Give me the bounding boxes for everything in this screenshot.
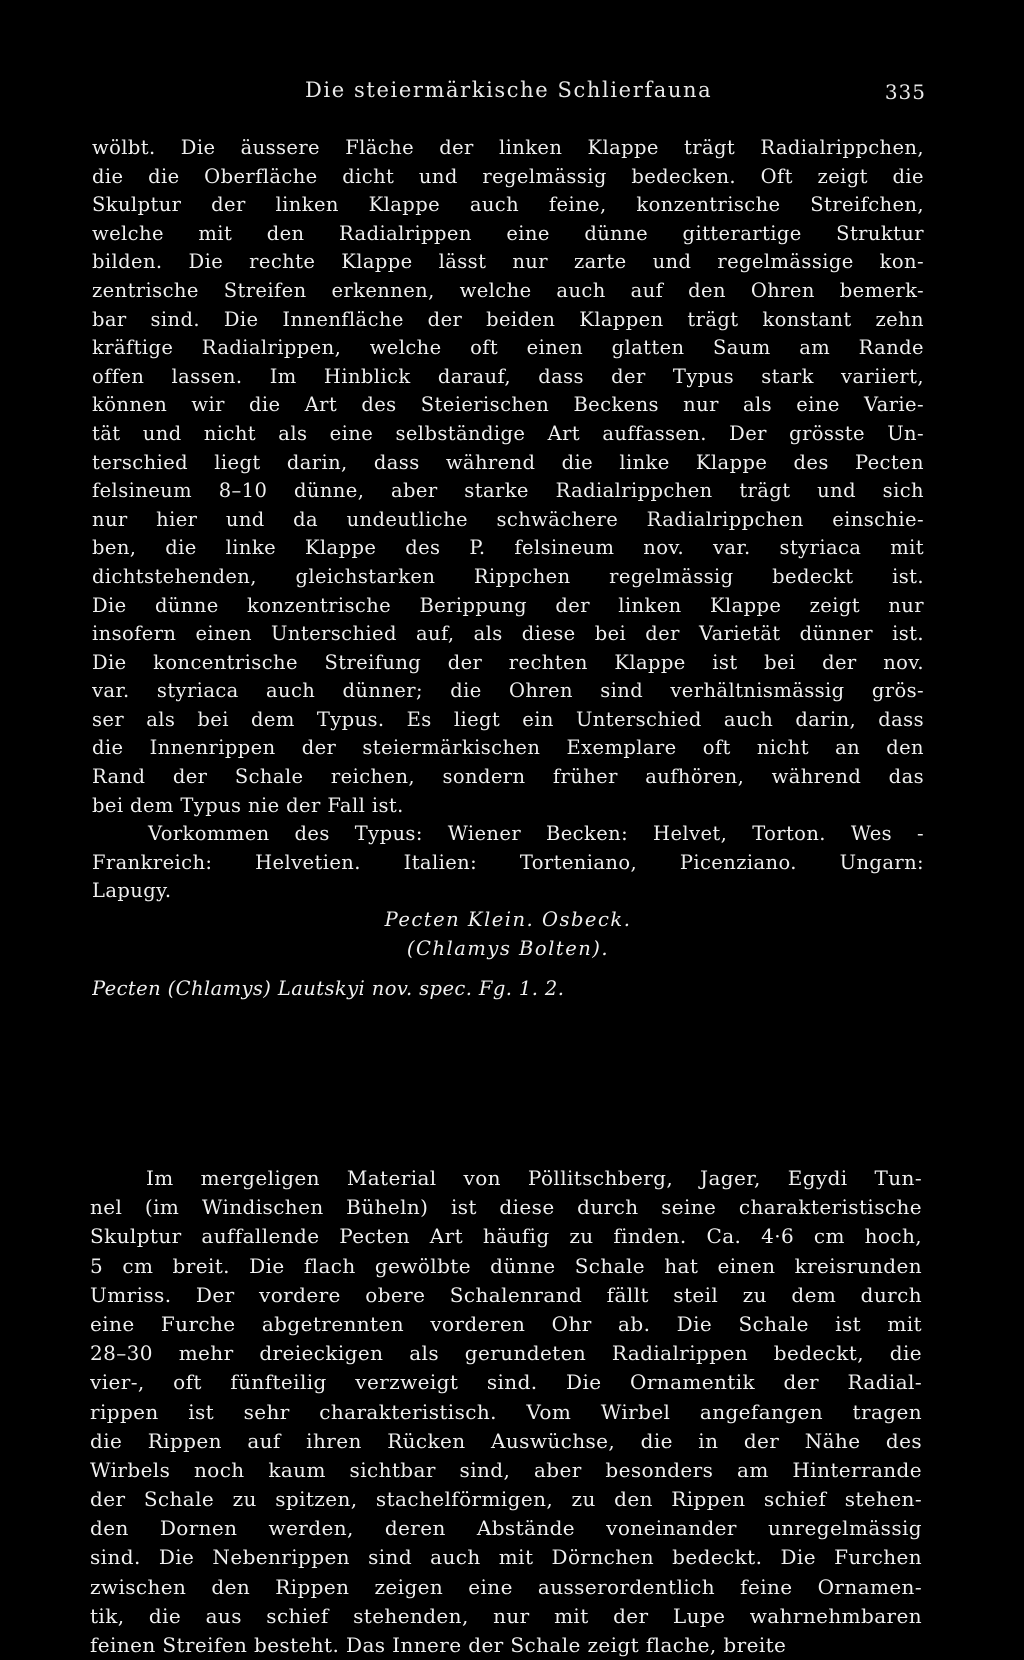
- text-line: offen lassen. Im Hinblick darauf, dass der Typus stark variiert,: [92, 364, 924, 388]
- text-line: Die dünne konzentrische Berippung der linken Klappe zeigt nur: [92, 593, 924, 617]
- text-line: ben, die linke Klappe des P. felsineum nov. var. styriaca mit: [92, 536, 924, 560]
- text-line: dichtstehenden, gleichstarken Rippchen regelmässig bedeckt ist.: [92, 564, 924, 588]
- text-line: können wir die Art des Steierischen Beckens nur als eine Varie-: [92, 393, 924, 417]
- running-title: Die steiermärkische Schlierfauna: [305, 78, 713, 102]
- text-line: bilden. Die rechte Klappe lässt nur zarte und regelmässige kon-: [92, 250, 924, 274]
- text-line: Die koncentrische Streifung der rechten Klappe ist bei der nov.: [92, 650, 924, 674]
- text-line: die Innenrippen der steiermärkischen Exemplare oft nicht an den: [92, 736, 924, 760]
- text-line: rippen ist sehr charakteristisch. Vom Wirbel angefangen tragen: [90, 1399, 922, 1424]
- page-number: 335: [884, 80, 926, 104]
- text-line: var. styriaca auch dünner; die Ohren sind verhältnismässig grös-: [92, 679, 924, 703]
- text-line: den Dornen werden, deren Abstände voneinander unregelmässig: [90, 1516, 922, 1541]
- body-text-lower: [90, 1164, 922, 1660]
- text-line: bar sind. Die Innenfläche der beiden Klappen trägt konstant zehn: [92, 307, 924, 331]
- text-line: feinen Streifen besteht. Das Innere der Schale zeigt flache, breite: [90, 1633, 787, 1657]
- text-line: eine Furche abgetrennten vorderen Ohr ab. Die Schale ist mit: [90, 1311, 922, 1336]
- subgenus-heading: (Chlamys Bolten).: [406, 936, 610, 960]
- text-line: kräftige Radialrippen, welche oft einen glatten Saum am Rande: [92, 336, 924, 360]
- text-line: tik, die aus schief stehenden, nur mit der Lupe wahrnehmbaren: [90, 1603, 922, 1628]
- text-line: ser als bei dem Typus. Es liegt ein Unterschied auch darin, dass: [92, 707, 924, 731]
- text-line: Im mergeligen Material von Pöllitschberg, Jager, Egydi Tun-: [146, 1166, 922, 1190]
- species-heading: Pecten (Chlamys) Lautskyi nov. spec. Fg. 1. 2.: [92, 977, 565, 1001]
- text-line: die die Oberfläche dicht und regelmässig bedecken. Oft zeigt die: [92, 164, 924, 188]
- text-line: zentrische Streifen erkennen, welche auch auf den Ohren bemerk-: [92, 278, 924, 302]
- text-line: Umriss. Der vordere obere Schalenrand fällt steil zu dem durch: [90, 1282, 922, 1307]
- text-line: Frankreich: Helvetien. Italien: Torteniano, Picenziano. Ungarn:: [92, 850, 924, 874]
- text-line: sind. Die Nebenrippen sind auch mit Dörnchen bedeckt. Die Furchen: [90, 1545, 922, 1570]
- text-line: wölbt. Die äussere Fläche der linken Klappe trägt Radialrippchen,: [92, 136, 924, 159]
- text-line: der Schale zu spitzen, stachelförmigen, zu den Rippen schief stehen-: [90, 1487, 922, 1512]
- text-line: Lapugy.: [92, 879, 172, 903]
- text-line: 5 cm breit. Die flach gewölbte dünne Schale hat einen kreisrunden: [90, 1253, 922, 1278]
- genus-heading: Pecten Klein. Osbeck.: [384, 908, 632, 932]
- text-line: nel (im Windischen Büheln) ist diese durch seine charakteristische: [90, 1195, 922, 1220]
- text-line: felsineum 8–10 dünne, aber starke Radialrippchen trägt und sich: [92, 479, 924, 503]
- text-line: bei dem Typus nie der Fall ist.: [92, 793, 404, 817]
- text-line: Rand der Schale reichen, sondern früher aufhören, während das: [92, 765, 924, 789]
- text-line: tät und nicht als eine selbständige Art auffassen. Der grösste Un-: [92, 421, 924, 445]
- text-line: 28–30 mehr dreieckigen als gerundeten Radialrippen bedeckt, die: [90, 1341, 922, 1366]
- text-line: zwischen den Rippen zeigen eine ausserordentlich feine Ornamen-: [90, 1574, 922, 1599]
- text-line: Skulptur auffallende Pecten Art häufig zu finden. Ca. 4·6 cm hoch,: [90, 1224, 922, 1249]
- text-line: die Rippen auf ihren Rücken Auswüchse, die in der Nähe des: [90, 1428, 922, 1453]
- text-line: terschied liegt darin, dass während die linke Klappe des Pecten: [92, 450, 924, 474]
- text-line: vier-, oft fünfteilig verzweigt sind. Die Ornamentik der Radial-: [90, 1370, 922, 1395]
- body-text-upper: [92, 134, 924, 1004]
- text-line: welche mit den Radialrippen eine dünne gitterartige Struktur: [92, 221, 924, 245]
- text-line: insofern einen Unterschied auf, als diese bei der Varietät dünner ist.: [92, 622, 924, 646]
- running-header: [0, 78, 1024, 108]
- text-line: nur hier und da undeutliche schwächere Radialrippchen einschie-: [92, 507, 924, 531]
- text-line: Vorkommen des Typus: Wiener Becken: Helvet, Torton. Wes -: [148, 822, 924, 846]
- text-line: Skulptur der linken Klappe auch feine, konzentrische Streifchen,: [92, 193, 924, 217]
- text-line: Wirbels noch kaum sichtbar sind, aber besonders am Hinterrande: [90, 1457, 922, 1482]
